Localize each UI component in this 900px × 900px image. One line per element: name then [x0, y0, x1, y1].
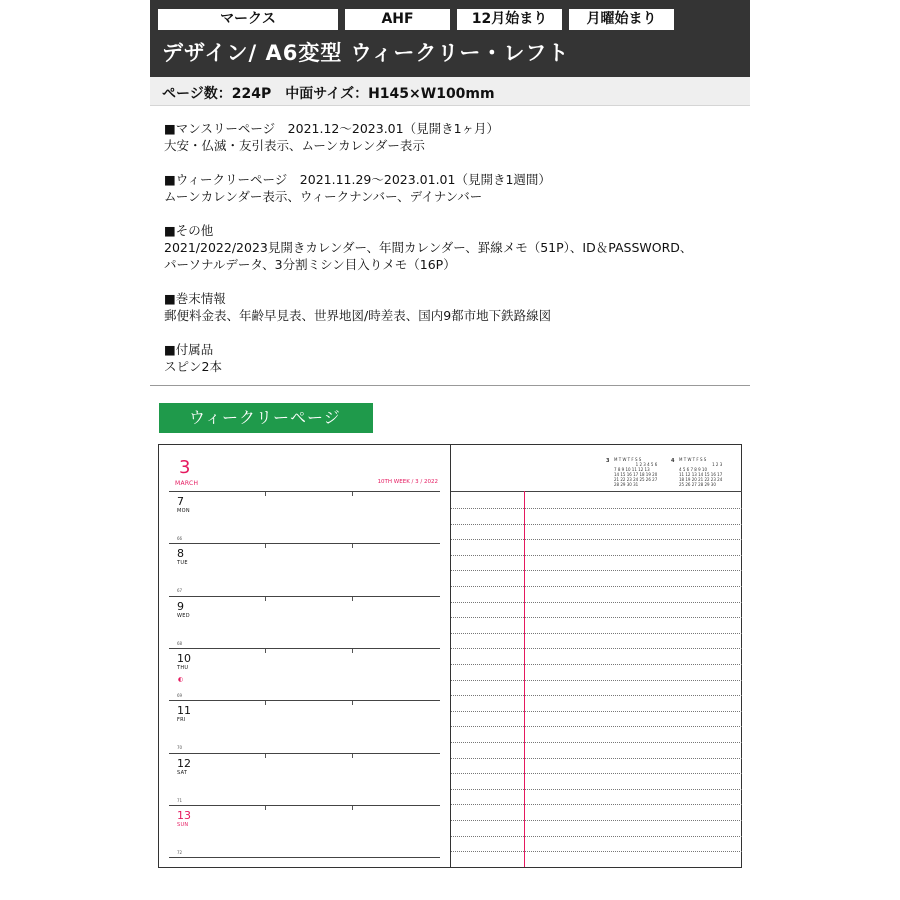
column-tick — [352, 806, 353, 810]
day-row — [169, 754, 440, 806]
mini-calendar-head: M T W T F S S — [679, 457, 707, 462]
column-tick — [265, 649, 266, 653]
mini-calendar-row: 18 19 20 21 22 23 24 — [679, 477, 723, 482]
day-number: 9 — [177, 599, 184, 613]
ruled-line — [451, 602, 742, 603]
ruled-line — [451, 742, 742, 743]
ruled-line — [451, 586, 742, 587]
day-number: 7 — [177, 495, 184, 508]
month-number: 3 — [179, 457, 191, 478]
day-count: 71 — [177, 797, 183, 803]
day-name: WED — [177, 612, 190, 619]
ruled-line — [451, 695, 742, 696]
day-name: SAT — [177, 769, 188, 776]
spec-line: 2021/2022/2023見開きカレンダー、年間カレンダー、罫線メモ（51P）、ID＆PASSWORD、 — [164, 240, 693, 255]
notes-margin-line — [524, 491, 525, 867]
spec-line: スピン2本 — [164, 359, 222, 374]
day-row — [169, 492, 440, 544]
ruled-line — [451, 555, 742, 556]
tag-start-month: 12月始まり — [457, 9, 562, 30]
ruled-line — [451, 758, 742, 759]
day-row — [169, 806, 440, 858]
day-row — [169, 701, 440, 753]
spec-other — [164, 222, 749, 273]
day-count: 70 — [177, 745, 183, 751]
spec-appendix — [164, 290, 749, 324]
day-count: 72 — [177, 849, 183, 855]
column-tick — [352, 649, 353, 653]
ruled-line — [451, 539, 742, 540]
header-bar — [150, 0, 750, 77]
day-number: 11 — [177, 704, 191, 718]
ruled-line — [451, 617, 742, 618]
spec-monthly — [164, 120, 749, 154]
product-title: デザイン/ A6変型 ウィークリー・レフト — [162, 41, 570, 65]
spec-heading: ■マンスリーページ 2021.12〜2023.01（見開き1ヶ月） — [164, 121, 500, 136]
mini-calendar-april — [671, 457, 723, 487]
mini-calendar-row: 4 5 6 7 8 9 10 — [679, 467, 707, 472]
ruled-line — [451, 804, 742, 805]
size-bar — [150, 77, 750, 106]
spec-line: 大安・仏滅・友引表示、ムーンカレンダー表示 — [164, 138, 425, 153]
day-row — [169, 597, 440, 649]
ruled-line — [451, 508, 742, 509]
mini-calendar-row: 11 12 13 14 15 16 17 — [679, 472, 723, 477]
spec-line: パーソナルデータ、3分割ミシン目入りメモ（16P） — [164, 257, 456, 272]
diary-preview — [158, 444, 742, 868]
day-name: FRI — [177, 717, 186, 724]
column-tick — [265, 544, 266, 548]
mini-calendar-row: 25 26 27 28 29 30 — [679, 482, 716, 487]
column-tick — [352, 754, 353, 758]
mini-calendar-row: 1 2 3 — [712, 462, 723, 467]
spec-line: 郵便料金表、年齢早見表、世界地図/時差表、国内9都市地下鉄路線図 — [164, 308, 552, 323]
mini-calendar-march — [606, 457, 658, 487]
day-rule — [169, 857, 440, 858]
spec-line: ムーンカレンダー表示、ウィークナンバー、デイナンバー — [164, 189, 483, 204]
ruled-line — [451, 664, 742, 665]
ruled-line — [451, 789, 742, 790]
ruled-line — [451, 711, 742, 712]
day-row — [169, 544, 440, 596]
column-tick — [265, 492, 266, 496]
mini-calendar-row: 7 8 9 10 11 12 13 — [614, 467, 650, 472]
day-name: TUE — [177, 560, 188, 567]
mini-calendar-month: 4 — [671, 458, 675, 464]
tag-start-day: 月曜始まり — [569, 9, 674, 30]
day-count: 66 — [177, 536, 183, 541]
divider — [150, 385, 750, 386]
day-number: 12 — [177, 756, 191, 770]
column-tick — [352, 597, 353, 601]
ruled-line — [451, 524, 742, 525]
spec-list — [164, 120, 749, 392]
day-count: 69 — [177, 692, 183, 698]
column-tick — [265, 806, 266, 810]
ruled-line — [451, 648, 742, 649]
day-number: 10 — [177, 651, 191, 665]
mini-calendar-row: 21 22 23 24 25 26 27 — [614, 477, 658, 482]
day-name: SUN — [177, 821, 189, 828]
spec-heading: ■ウィークリーページ 2021.11.29〜2023.01.01（見開き1週間） — [164, 172, 551, 187]
ruled-line — [451, 726, 742, 727]
notes-top-rule — [451, 491, 742, 492]
spec-heading: ■その他 — [164, 223, 214, 238]
spec-heading: ■付属品 — [164, 342, 214, 357]
tag-row — [158, 9, 674, 30]
ruled-line — [451, 820, 742, 821]
mini-calendar-month: 3 — [606, 458, 610, 464]
day-number: 8 — [177, 547, 184, 561]
week-label: 10TH WEEK / 3 / 2022 — [377, 479, 438, 485]
mini-calendar-row: 28 29 30 31 — [614, 482, 639, 487]
column-tick — [352, 544, 353, 548]
spec-weekly — [164, 171, 749, 205]
ruled-line — [451, 680, 742, 681]
tag-brand: マークス — [158, 9, 338, 30]
mini-calendar-row: 1 2 3 4 5 6 — [635, 462, 658, 467]
column-tick — [352, 701, 353, 705]
day-count: 68 — [177, 640, 183, 646]
column-tick — [265, 701, 266, 705]
mini-calendar-head: M T W T F S S — [614, 457, 642, 462]
spec-heading: ■巻末情報 — [164, 291, 226, 306]
day-row — [169, 649, 440, 701]
tag-code: AHF — [345, 9, 450, 30]
column-tick — [352, 492, 353, 496]
column-tick — [265, 597, 266, 601]
spec-accessories — [164, 341, 749, 375]
day-name: MON — [177, 508, 190, 514]
ruled-line — [451, 773, 742, 774]
day-count: 67 — [177, 588, 183, 594]
day-name: THU — [177, 664, 189, 671]
ruled-line — [451, 633, 742, 634]
size-text: ページ数：224P 中面サイズ：H145×W100mm — [162, 86, 495, 102]
mini-calendar-row: 14 15 16 17 18 19 20 — [614, 472, 658, 477]
diary-left-page — [159, 445, 450, 867]
ruled-line — [451, 851, 742, 852]
ruled-line — [451, 570, 742, 571]
section-label: ウィークリーページ — [159, 403, 373, 433]
moon-phase-icon: ◐ — [178, 675, 184, 683]
ruled-line — [451, 836, 742, 837]
month-name: MARCH — [175, 480, 199, 487]
diary-right-page — [450, 445, 741, 867]
day-number: 13 — [177, 808, 191, 822]
column-tick — [265, 754, 266, 758]
